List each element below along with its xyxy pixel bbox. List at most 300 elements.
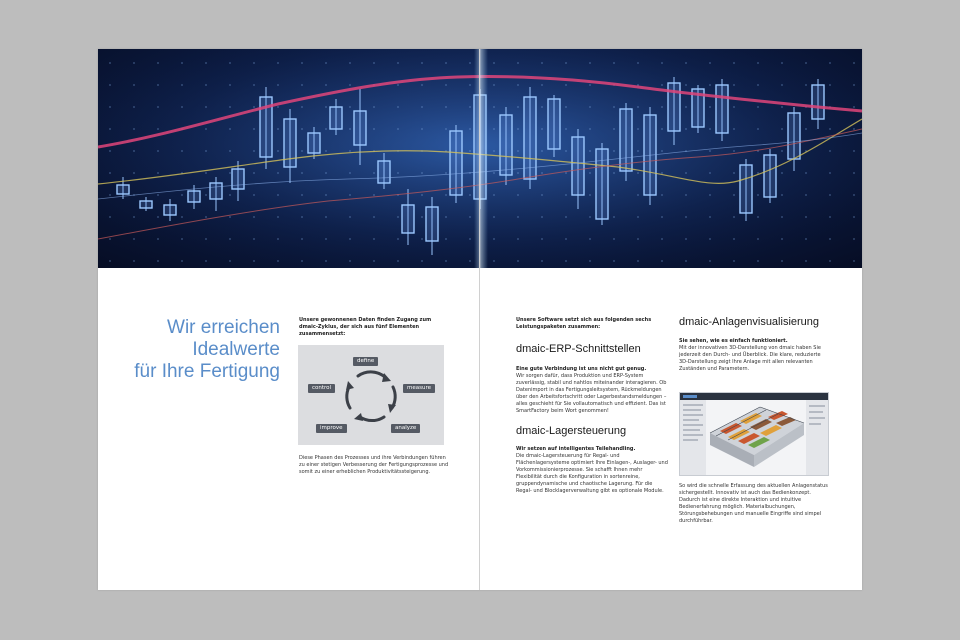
grid-dot [709,172,711,174]
grid-dot [733,216,735,218]
grid-dot [589,216,591,218]
candle-body [232,169,244,189]
grid-dot [685,106,687,108]
grid-dot [637,128,639,130]
erp-lead-text: Eine gute Verbindung ist uns nicht gut genug. [516,366,647,372]
grid-dot [661,194,663,196]
grid-dot [469,84,471,86]
grid-dot [613,238,615,240]
grid-dot [325,238,327,240]
grid-dot [253,194,255,196]
grid-dot [589,128,591,130]
candle-body [164,205,176,215]
grid-dot [853,260,855,262]
grid-dot [517,150,519,152]
grid-dot [469,194,471,196]
grid-dot [565,150,567,152]
grid-dot [685,260,687,262]
candle-body [308,133,320,153]
grid-dot [205,172,207,174]
grid-dot [661,150,663,152]
grid-dot [757,194,759,196]
candle-body [620,109,632,171]
grid-dot [469,106,471,108]
grid-dot [325,128,327,130]
grid-dot [829,260,831,262]
grid-dot [781,238,783,240]
grid-dot [565,84,567,86]
page-fold-highlight [480,49,481,268]
grid-dot [325,216,327,218]
grid-dot [757,128,759,130]
grid-dot [661,62,663,64]
grid-dot [781,172,783,174]
grid-dot [253,106,255,108]
grid-dot [493,106,495,108]
grid-dot [253,260,255,262]
grid-dot [781,106,783,108]
candle-body [378,161,390,183]
grid-dot [301,260,303,262]
grid-dot [229,238,231,240]
grid-dot [493,62,495,64]
lager-body-text: Die dmaic-Lagersteuerung für Regal- und Flächenlagersysteme optimiert Ihre Einlagen-, Auslager- und Vorkommissionierprozesse. Sie schafft Ihnen mehr Flexibilität durch die Konfiguration in sortenreine, gruppendynamische und chaotische Lagerung. Für die Regal- und Blocklagerverwaltung gibt es optionale Module. [516,453,668,494]
grid-dot [493,172,495,174]
grid-dot [613,194,615,196]
grid-dot [493,216,495,218]
grid-dot [181,194,183,196]
grid-dot [373,106,375,108]
grid-dot [469,150,471,152]
grid-dot [157,216,159,218]
grid-dot [181,62,183,64]
grid-dot [541,260,543,262]
grid-dot [445,106,447,108]
candle-body [210,183,222,199]
grid-dot [157,150,159,152]
visualisierung-lead-text: Sie sehen, wie es einfach funktioniert. [679,338,788,344]
grid-dot [637,172,639,174]
grid-dot [109,194,111,196]
grid-dot [829,84,831,86]
grid-dot [421,62,423,64]
grid-dot [853,62,855,64]
visualisierung-body-text-1: Mit der innovativen 3D-Darstellung von dmaic haben Sie jederzeit den Durch- und Überblick. Die klare, reduzierte 3D-Darstellung zeigt Ihre Anlage mit allen relevanten Zuständen und Parametern. [679,345,821,372]
grid-dot [541,106,543,108]
grid-dot [733,128,735,130]
grid-dot [805,238,807,240]
page-headline [80,317,280,383]
grid-dot [781,194,783,196]
grid-dot [229,172,231,174]
grid-dot [229,84,231,86]
grid-dot [829,194,831,196]
grid-dot [253,62,255,64]
grid-dot [757,84,759,86]
grid-dot [277,128,279,130]
grid-dot [133,62,135,64]
grid-dot [685,62,687,64]
grid-dot [565,260,567,262]
grid-dot [181,106,183,108]
grid-dot [589,172,591,174]
grid-dot [157,194,159,196]
right-column-lower [679,483,829,525]
grid-dot [277,194,279,196]
grid-dot [109,216,111,218]
grid-dot [445,128,447,130]
grid-dot [661,128,663,130]
grid-dot [733,194,735,196]
grid-dot [517,106,519,108]
grid-dot [205,216,207,218]
candle-body [450,131,462,195]
grid-dot [541,84,543,86]
lager-lead-text: Wir setzen auf intelligentes Teilehandling. [516,446,636,452]
grid-dot [757,238,759,240]
grid-dot [277,172,279,174]
grid-dot [709,128,711,130]
grid-dot [205,238,207,240]
grid-dot [229,260,231,262]
grid-dot [277,238,279,240]
grid-dot [445,260,447,262]
grid-dot [733,106,735,108]
grid-dot [493,150,495,152]
grid-dot [685,172,687,174]
grid-dot [853,194,855,196]
grid-dot [685,84,687,86]
grid-dot [733,238,735,240]
grid-dot [277,106,279,108]
grid-dot [349,128,351,130]
visualisierung-body-text-2: So wird die schnelle Erfassung des aktuellen Anlagenstatus sichergestellt. Innovativ ist auch das Bedienkonzept. Dadurch ist eine direkte Interaktion und intuitive Bedienerfahrung möglich. Materialbuchungen, Störungsbehebungen und manuelle Eingriffe sind simpel durchführbar. [679,483,828,524]
headline-line-1: Wir erreichen [167,317,280,338]
candle-body [716,85,728,133]
grid-dot [109,172,111,174]
grid-dot [325,62,327,64]
grid-dot [589,84,591,86]
grid-dot [829,216,831,218]
grid-dot [517,172,519,174]
grid-dot [205,62,207,64]
grid-dot [133,128,135,130]
grid-dot [277,84,279,86]
grid-dot [157,106,159,108]
grid-dot [661,216,663,218]
grid-dot [493,128,495,130]
grid-dot [805,172,807,174]
grid-dot [301,150,303,152]
grid-dot [853,150,855,152]
grid-dot [661,260,663,262]
grid-dot [565,216,567,218]
grid-dot [685,128,687,130]
grid-dot [109,62,111,64]
grid-dot [301,62,303,64]
grid-dot [829,172,831,174]
grid-dot [781,150,783,152]
grid-dot [325,106,327,108]
candle-body [596,149,608,219]
grid-dot [589,238,591,240]
grid-dot [229,62,231,64]
grid-dot [445,194,447,196]
grid-dot [157,128,159,130]
grid-dot [373,194,375,196]
grid-dot [565,128,567,130]
grid-dot [205,84,207,86]
grid-dot [829,238,831,240]
candle-body [188,191,200,202]
grid-dot [853,128,855,130]
grid-dot [301,84,303,86]
grid-dot [757,216,759,218]
grid-dot [853,172,855,174]
grid-dot [229,216,231,218]
grid-dot [421,216,423,218]
grid-dot [301,216,303,218]
grid-dot [517,260,519,262]
grid-dot [133,150,135,152]
grid-dot [517,128,519,130]
grid-dot [829,128,831,130]
grid-dot [517,194,519,196]
grid-dot [253,84,255,86]
grid-dot [421,106,423,108]
grid-dot [493,260,495,262]
headline-line-3: für Ihre Fertigung [134,361,280,382]
candle-body [572,137,584,195]
grid-dot [637,194,639,196]
grid-dot [661,106,663,108]
grid-dot [397,260,399,262]
grid-dot [733,62,735,64]
grid-dot [805,216,807,218]
grid-dot [349,238,351,240]
grid-dot [589,150,591,152]
grid-dot [373,128,375,130]
grid-dot [541,238,543,240]
grid-dot [853,84,855,86]
grid-dot [709,216,711,218]
grid-dot [301,194,303,196]
grid-dot [541,150,543,152]
grid-dot [565,172,567,174]
candle-body [402,205,414,233]
grid-dot [565,62,567,64]
grid-dot [589,62,591,64]
grid-dot [301,128,303,130]
grid-dot [589,260,591,262]
grid-dot [373,62,375,64]
grid-dot [781,216,783,218]
grid-dot [397,128,399,130]
grid-dot [109,128,111,130]
grid-dot [229,106,231,108]
middle-column [516,317,668,495]
grid-dot [589,194,591,196]
grid-dot [229,150,231,152]
grid-dot [229,128,231,130]
grid-dot [445,84,447,86]
3d-plant-screenshot [679,392,829,476]
grid-dot [277,150,279,152]
grid-dot [541,172,543,174]
grid-dot [109,238,111,240]
warehouse-3d-image [680,393,828,475]
phase-measure-label: measure [403,384,435,393]
grid-dot [613,62,615,64]
erp-body-text: Wir sorgen dafür, dass Produktion und ERP-System zuverlässig, stabil und nahtlos miteinander interagieren. Ob Datenimport in das Fertigungsleitsystem, Rückmeldungen über den Arbeitsfortschritt oder Lagerbestandsmeldungen – alles geschieht für Sie vollautomatisch und effizient. Das ist SmartFactory beim Wort genommen! [516,373,667,414]
grid-dot [829,150,831,152]
phase-improve-label: improve [316,424,347,433]
grid-dot [733,150,735,152]
grid-dot [805,194,807,196]
grid-dot [349,260,351,262]
cycle-intro-text: Unsere gewonnenen Daten finden Zugang zum dmaic-Zyklus, der sich aus fünf Elementen zusammensetzt: [299,317,432,337]
grid-dot [733,172,735,174]
grid-dot [637,238,639,240]
grid-dot [781,62,783,64]
grid-dot [181,216,183,218]
grid-dot [373,260,375,262]
grid-dot [181,150,183,152]
grid-dot [133,216,135,218]
grid-dot [685,194,687,196]
candle-body [117,185,129,194]
grid-dot [349,172,351,174]
grid-dot [829,62,831,64]
grid-dot [253,128,255,130]
grid-dot [661,84,663,86]
grid-dot [397,238,399,240]
grid-dot [733,260,735,262]
grid-dot [613,106,615,108]
grid-dot [853,238,855,240]
candle-body [548,99,560,149]
grid-dot [685,238,687,240]
grid-dot [397,106,399,108]
grid-dot [493,194,495,196]
grid-dot [157,238,159,240]
phase-control-label: control [308,384,335,393]
software-intro-text: Unsere Software setzt sich aus folgenden sechs Leistungspaketen zusammen: [516,317,652,330]
cycle-outro-text: Diese Phasen des Prozesses und ihre Verbindungen führen zu einer stetigen Verbesserung der Fertigungsprozesse und somit zu einer erheblichen Produktivitätssteigerung. [299,455,449,475]
candle-body [740,165,752,213]
grid-dot [397,84,399,86]
grid-dot [277,260,279,262]
grid-dot [469,238,471,240]
candle-body [330,107,342,129]
grid-dot [469,260,471,262]
grid-dot [205,194,207,196]
grid-dot [205,128,207,130]
erp-heading: dmaic-ERP-Schnittstellen [516,343,641,355]
grid-dot [709,150,711,152]
grid-dot [277,62,279,64]
grid-dot [613,172,615,174]
grid-dot [373,216,375,218]
grid-dot [349,194,351,196]
candle-body [524,97,536,179]
grid-dot [613,150,615,152]
candle-body [788,113,800,159]
candle-body [426,207,438,241]
dmaic-cycle-diagram [298,345,444,445]
grid-dot [253,150,255,152]
grid-dot [469,128,471,130]
grid-dot [133,172,135,174]
grid-dot [637,150,639,152]
grid-dot [541,216,543,218]
grid-dot [637,216,639,218]
grid-dot [421,172,423,174]
grid-dot [109,260,111,262]
grid-dot [565,194,567,196]
grid-dot [205,106,207,108]
grid-dot [229,194,231,196]
grid-dot [733,84,735,86]
candle-body [140,201,152,208]
grid-dot [109,106,111,108]
grid-dot [709,238,711,240]
headline-line-2: Idealwerte [192,339,280,360]
grid-dot [421,238,423,240]
right-column [679,316,829,373]
grid-dot [517,62,519,64]
grid-dot [685,216,687,218]
grid-dot [637,106,639,108]
grid-dot [805,260,807,262]
brochure-spread [98,49,862,590]
grid-dot [373,238,375,240]
grid-dot [781,260,783,262]
phase-define-label: define [353,357,378,366]
candle-body [500,115,512,175]
grid-dot [349,150,351,152]
grid-dot [709,106,711,108]
candle-body [812,85,824,119]
grid-dot [565,106,567,108]
grid-dot [133,260,135,262]
grid-dot [757,62,759,64]
grid-dot [253,216,255,218]
grid-dot [109,84,111,86]
grid-dot [301,172,303,174]
candle-body [764,155,776,197]
lager-heading: dmaic-Lagersteuerung [516,425,627,437]
grid-dot [493,84,495,86]
grid-dot [517,84,519,86]
grid-dot [397,216,399,218]
grid-dot [805,84,807,86]
grid-dot [301,238,303,240]
grid-dot [421,128,423,130]
grid-dot [325,260,327,262]
grid-dot [757,106,759,108]
grid-dot [637,260,639,262]
grid-dot [301,106,303,108]
grid-dot [157,84,159,86]
grid-dot [325,150,327,152]
grid-dot [445,238,447,240]
grid-dot [661,172,663,174]
grid-dot [253,172,255,174]
grid-dot [205,150,207,152]
grid-dot [253,238,255,240]
grid-dot [445,216,447,218]
